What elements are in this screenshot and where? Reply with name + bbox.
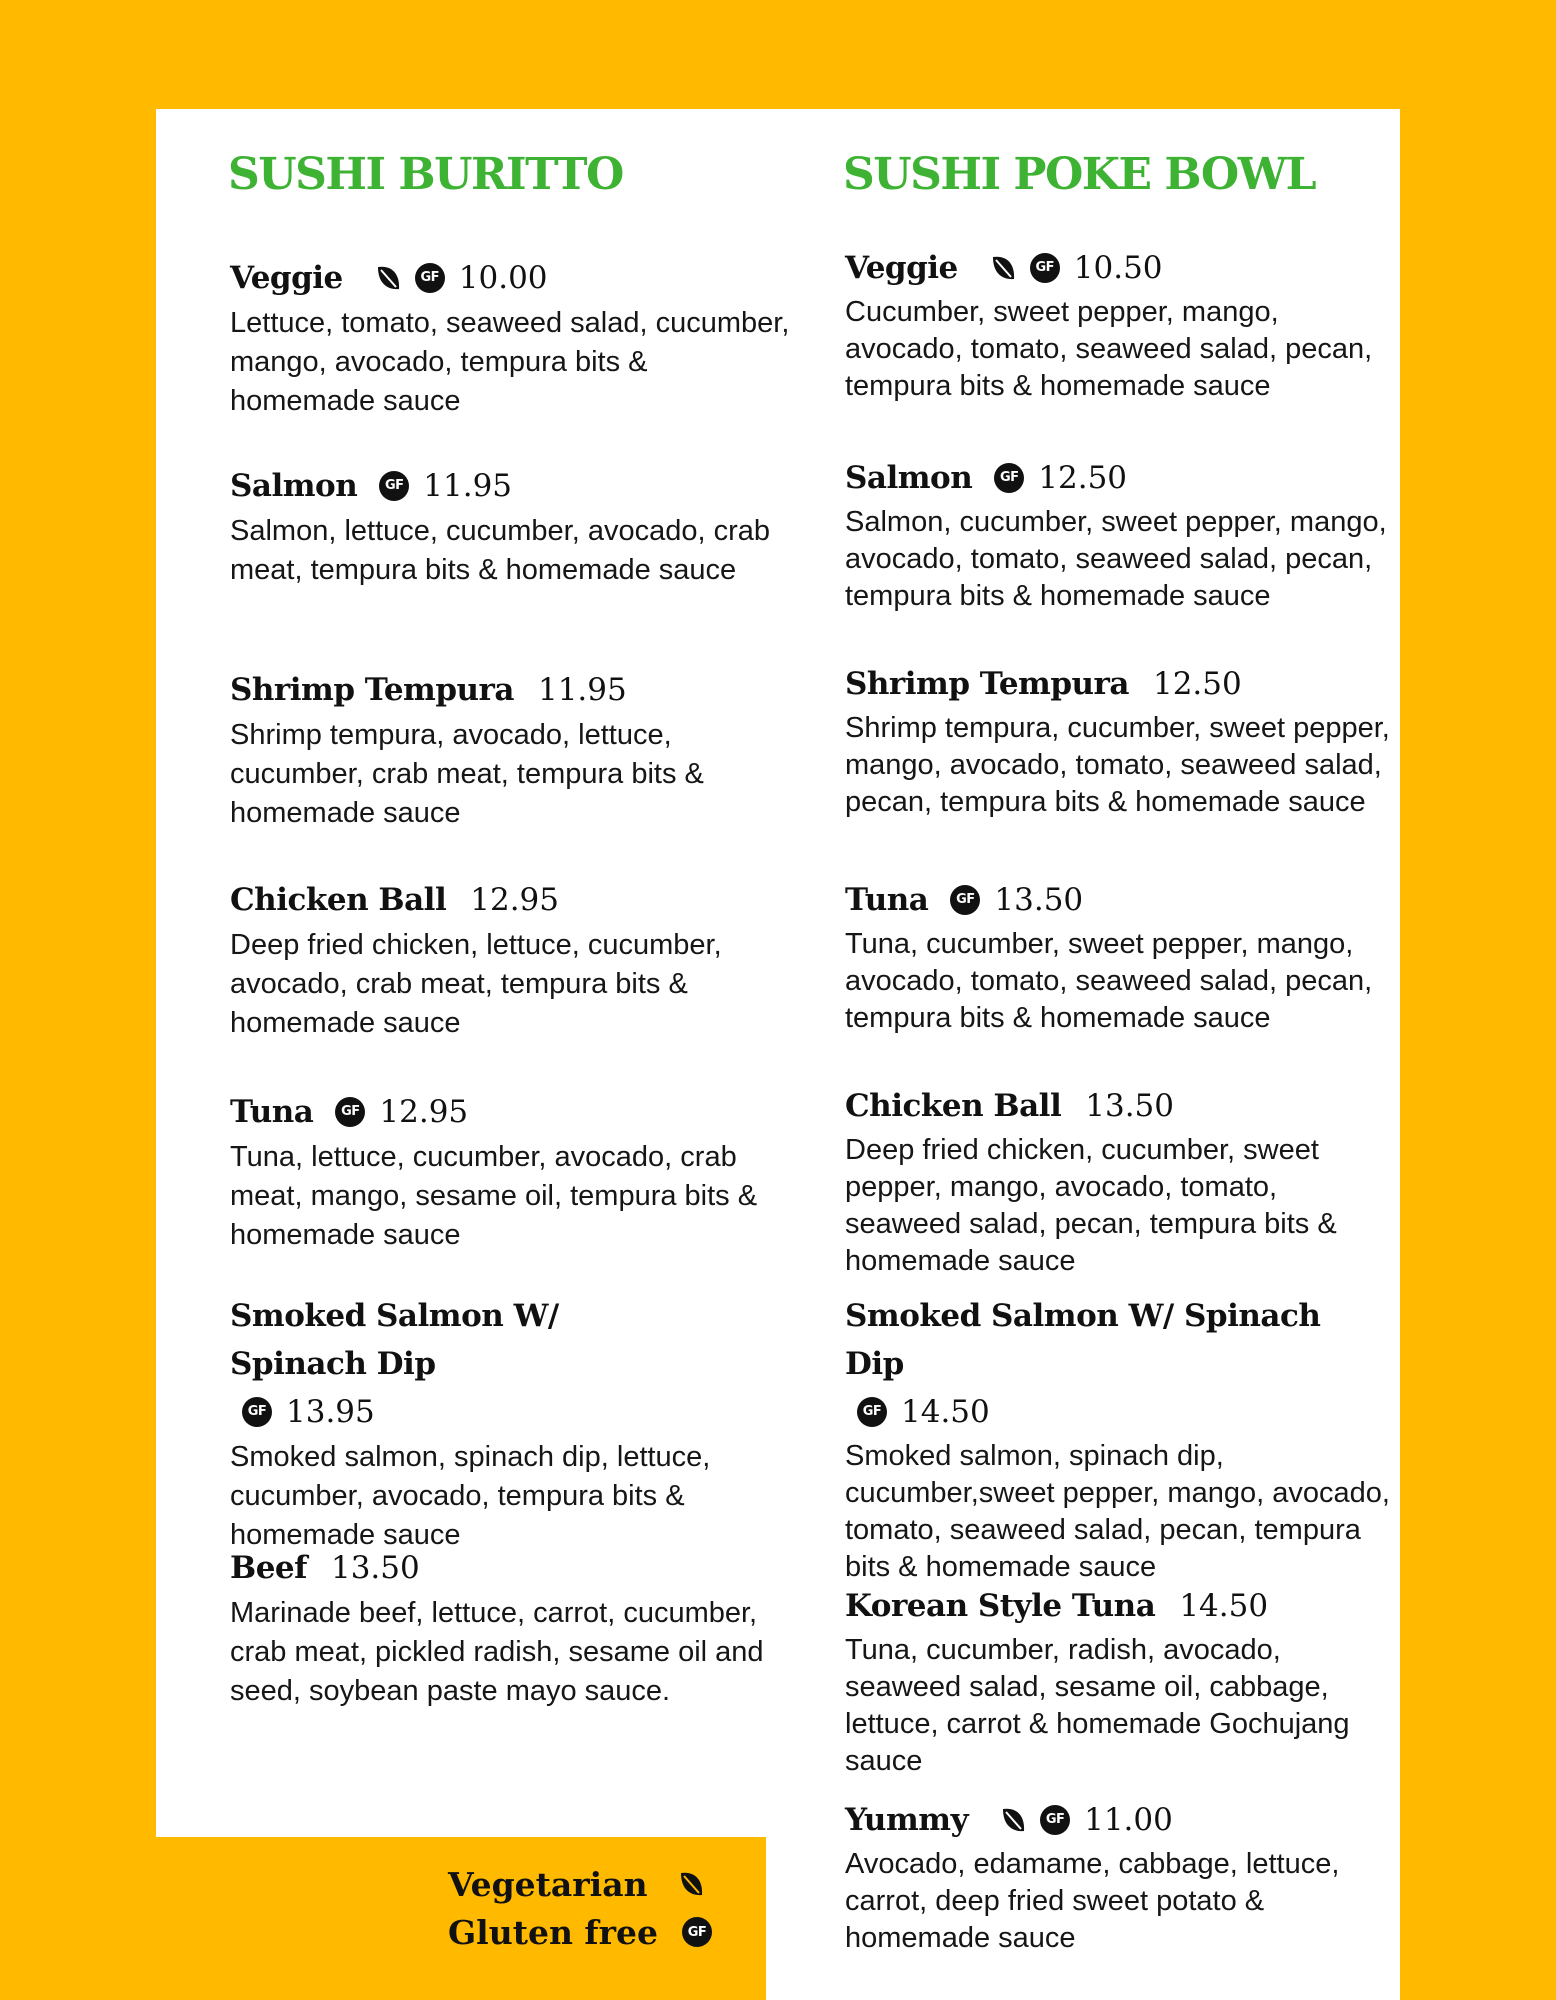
- item-price: 11.95: [537, 672, 627, 708]
- item-description: Avocado, edamame, cabbage, lettuce, carrot, deep fried sweet potato & homemade sauce: [845, 1848, 1340, 1954]
- menu-item-burrito-beef: [230, 1544, 790, 1711]
- menu-item-poke-korean-tuna: [845, 1582, 1390, 1780]
- item-description: Shrimp tempura, avocado, lettuce, cucumber, crab meat, tempura bits & homemade sauce: [230, 719, 704, 829]
- item-description: Tuna, cucumber, sweet pepper, mango, avocado, tomato, seaweed salad, pecan, tempura bits & homemade sauce: [845, 928, 1373, 1034]
- menu-item-poke-chicken-ball: [845, 1082, 1390, 1280]
- menu-item-burrito-shrimp-tempura: [230, 666, 790, 833]
- menu-item-poke-veggie: [845, 244, 1390, 405]
- item-description: Salmon, cucumber, sweet pepper, mango, avocado, tomato, seaweed salad, pecan, tempura bits & homemade sauce: [845, 506, 1387, 612]
- item-price: 10.00: [458, 260, 548, 296]
- item-price: 13.50: [994, 882, 1084, 918]
- item-name: Shrimp Tempura: [230, 672, 514, 708]
- menu-item-burrito-smoked-salmon: [230, 1292, 711, 1555]
- item-name: Smoked Salmon W/ Spinach Dip: [230, 1298, 559, 1382]
- menu-item-burrito-veggie: [230, 254, 790, 421]
- gf-badge-icon: GF: [242, 1397, 272, 1427]
- item-name: Tuna: [230, 1094, 314, 1130]
- item-description: Deep fried chicken, cucumber, sweet pepper, mango, avocado, tomato, seaweed salad, pecan, tempura bits & homemade sauce: [845, 1134, 1337, 1277]
- item-name: Veggie: [845, 250, 958, 286]
- item-description: Deep fried chicken, lettuce, cucumber, avocado, crab meat, tempura bits & homemade sauce: [230, 929, 722, 1039]
- item-name: Tuna: [845, 882, 929, 918]
- item-name: Chicken Ball: [230, 882, 447, 918]
- item-price: 13.95: [286, 1394, 375, 1430]
- menu-item-poke-tuna: [845, 876, 1390, 1037]
- item-price: 12.95: [470, 882, 559, 918]
- leaf-icon: [373, 263, 403, 293]
- legend: [448, 1860, 712, 1956]
- legend-label: Gluten free: [448, 1912, 659, 1952]
- leaf-icon: [676, 1869, 706, 1899]
- leaf-icon: [998, 1805, 1028, 1835]
- item-name: Veggie: [230, 260, 343, 296]
- menu-item-burrito-salmon: [230, 462, 790, 590]
- menu-item-poke-smoked-salmon: [845, 1292, 1390, 1586]
- item-name: Korean Style Tuna: [845, 1588, 1156, 1624]
- gf-badge-icon: GF: [994, 463, 1024, 493]
- item-name: Chicken Ball: [845, 1088, 1062, 1124]
- item-description: Smoked salmon, spinach dip, cucumber,sweet pepper, mango, avocado, tomato, seaweed salad, pecan, tempura bits & homemade sauce: [845, 1440, 1390, 1583]
- item-price: 13.50: [1085, 1088, 1174, 1124]
- leaf-icon: [988, 253, 1018, 283]
- gf-badge-icon: GF: [415, 263, 445, 293]
- item-price: 14.50: [901, 1394, 990, 1430]
- gf-badge-icon: GF: [379, 471, 409, 501]
- menu-item-poke-yummy: [845, 1796, 1390, 1957]
- gf-badge-icon: GF: [950, 885, 980, 915]
- item-description: Cucumber, sweet pepper, mango, avocado, tomato, seaweed salad, pecan, tempura bits & homemade sauce: [845, 296, 1373, 402]
- item-price: 11.95: [423, 468, 513, 504]
- item-name: Salmon: [230, 468, 358, 504]
- item-name: Salmon: [845, 460, 973, 496]
- item-price: 12.50: [1038, 460, 1128, 496]
- item-name: Yummy: [845, 1802, 969, 1838]
- gf-badge-icon: GF: [335, 1097, 365, 1127]
- item-price: 13.50: [330, 1550, 420, 1586]
- legend-gluten-free: [448, 1908, 712, 1956]
- menu-item-poke-shrimp-tempura: [845, 660, 1390, 821]
- section-title-poke-bowl: SUSHI POKE BOWL: [843, 149, 1316, 200]
- menu-item-poke-salmon: [845, 454, 1390, 615]
- item-description: Lettuce, tomato, seaweed salad, cucumber, mango, avocado, tempura bits & homemade sauce: [230, 307, 790, 417]
- item-price: 14.50: [1179, 1588, 1269, 1624]
- item-price: 10.50: [1073, 250, 1163, 286]
- gf-badge-icon: GF: [1040, 1805, 1070, 1835]
- item-name: Beef: [230, 1550, 307, 1586]
- legend-label: Vegetarian: [448, 1864, 648, 1904]
- item-description: Tuna, lettuce, cucumber, avocado, crab meat, mango, sesame oil, tempura bits & homemade sauce: [230, 1141, 758, 1251]
- item-price: 12.95: [379, 1094, 469, 1130]
- item-description: Tuna, cucumber, radish, avocado, seaweed salad, sesame oil, cabbage, lettuce, carrot & homemade Gochujang sauce: [845, 1634, 1350, 1777]
- menu-item-burrito-chicken-ball: [230, 876, 790, 1043]
- item-description: Salmon, lettuce, cucumber, avocado, crab meat, tempura bits & homemade sauce: [230, 515, 771, 586]
- gf-badge-icon: GF: [857, 1397, 887, 1427]
- section-title-burrito: SUSHI BURITTO: [228, 149, 623, 200]
- item-price: 12.50: [1152, 666, 1242, 702]
- item-name: Smoked Salmon W/ Spinach Dip: [845, 1298, 1321, 1382]
- menu-item-burrito-tuna: [230, 1088, 790, 1255]
- legend-vegetarian: [448, 1860, 712, 1908]
- item-description: Smoked salmon, spinach dip, lettuce, cucumber, avocado, tempura bits & homemade sauce: [230, 1441, 711, 1551]
- gf-badge-icon: GF: [682, 1917, 712, 1947]
- item-price: 11.00: [1084, 1802, 1173, 1838]
- item-description: Marinade beef, lettuce, carrot, cucumber, crab meat, pickled radish, sesame oil and seed, soybean paste mayo sauce.: [230, 1597, 764, 1707]
- gf-badge-icon: GF: [1030, 253, 1060, 283]
- item-name: Shrimp Tempura: [845, 666, 1129, 702]
- item-description: Shrimp tempura, cucumber, sweet pepper, mango, avocado, tomato, seaweed salad, pecan, tempura bits & homemade sauce: [845, 712, 1390, 818]
